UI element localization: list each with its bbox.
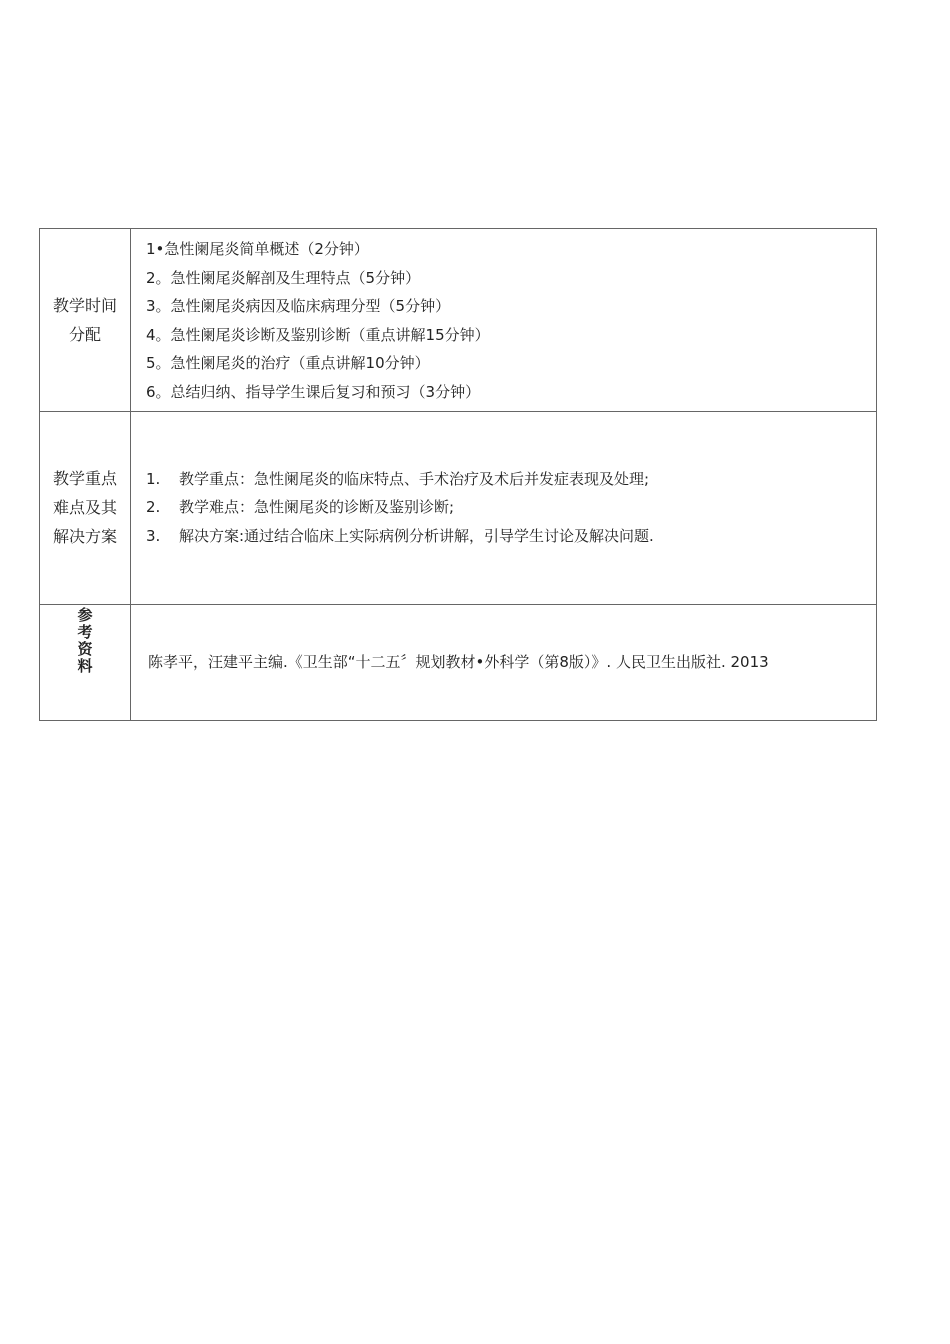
references-text: 陈孝平，汪建平主编.《卫生部“十二五〞规划教材•外科学（第8版）》. 人民卫生出版社. 2013 (148, 653, 769, 672)
list-item: 6。总结归纳、指导学生课后复习和预习（3分钟） (146, 382, 481, 401)
list-item: 5。急性阑尾炎的治疗（重点讲解10分钟） (146, 354, 430, 373)
list-item-text: 解决方案:通过结合临床上实际病例分析讲解，引导学生讨论及解决问题. (179, 526, 654, 545)
list-item: 4。急性阑尾炎诊断及鉴别诊断（重点讲解15分钟） (146, 325, 490, 344)
teaching-time-label-cell (40, 229, 131, 412)
references-label-cell (40, 604, 131, 720)
key-points-label: 教学重点 难点及其 解决方案 (52, 469, 117, 547)
list-item-number: 1. (146, 469, 161, 488)
list-item: 1•急性阑尾炎简单概述（2分钟） (146, 240, 369, 258)
list-item (146, 522, 876, 551)
list-item: 3。急性阑尾炎病因及临床病理分型（5分钟） (146, 297, 451, 316)
teaching-time-content-cell (131, 229, 877, 412)
list-item-number: 2. (146, 498, 161, 517)
list-item: 2。急性阑尾炎解剖及生理特点（5分钟） (146, 268, 421, 287)
key-points-row (40, 411, 877, 604)
references-content-cell (131, 604, 877, 720)
lesson-plan-table (39, 228, 877, 721)
references-label: 参考资料 (77, 605, 93, 675)
teaching-time-list (131, 229, 876, 411)
teaching-time-row (40, 229, 877, 412)
list-item (146, 493, 876, 522)
list-item-text: 教学重点：急性阑尾炎的临床特点、手术治疗及术后并发症表现及处理; (179, 469, 650, 488)
list-item-number: 3. (146, 526, 161, 545)
key-points-list (131, 465, 876, 551)
key-points-label-cell (40, 411, 131, 604)
list-item (146, 465, 876, 494)
references-row (40, 604, 877, 720)
key-points-content-cell (131, 411, 877, 604)
list-item-text: 教学难点：急性阑尾炎的诊断及鉴别诊断; (179, 498, 455, 517)
teaching-time-label: 教学时间 分配 (52, 295, 117, 344)
